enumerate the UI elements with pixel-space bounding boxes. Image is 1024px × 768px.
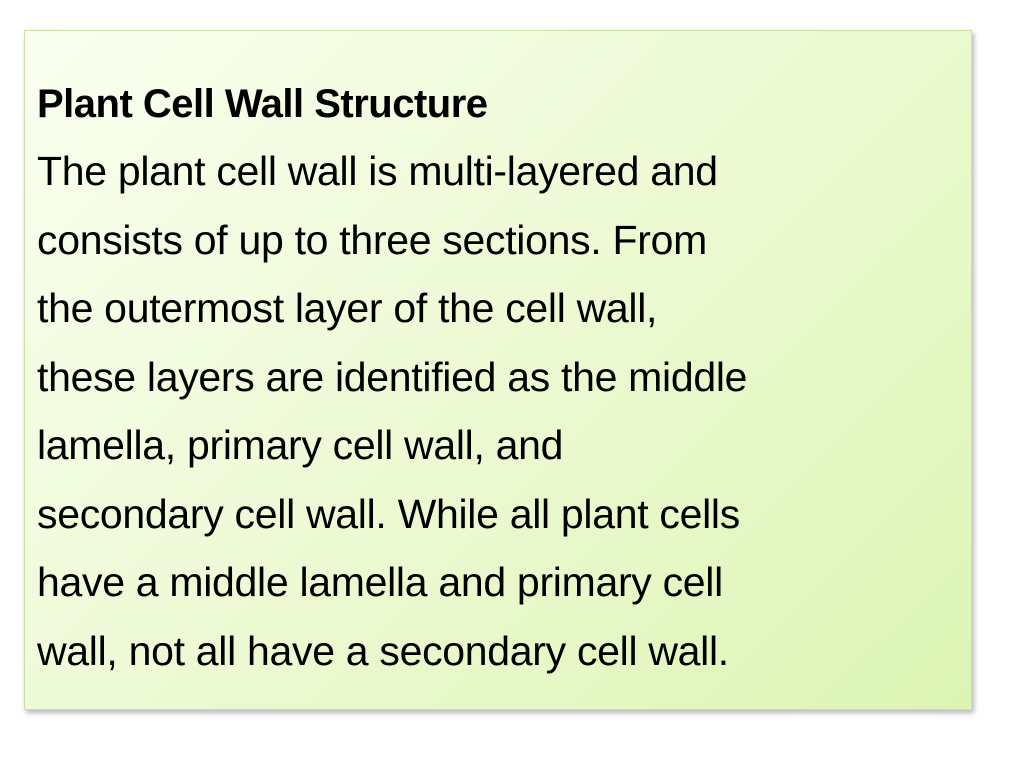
body-line: consists of up to three sections. From (37, 216, 707, 263)
body-paragraph (37, 137, 959, 685)
body-line: these layers are identified as the middle (37, 353, 748, 400)
body-line: lamella, primary cell wall, and (37, 422, 564, 468)
body-line: have a middle lamella and primary cell (37, 559, 723, 605)
body-line: secondary cell wall. While all plant cells (37, 490, 740, 537)
body-line: wall, not all have a secondary cell wall. (37, 627, 729, 674)
slide-title: Plant Cell Wall Structure (37, 82, 488, 126)
body-line: The plant cell wall is multi-layered and (37, 148, 718, 194)
content-text-box (24, 30, 972, 710)
body-line: the outermost layer of the cell wall, (37, 285, 658, 331)
